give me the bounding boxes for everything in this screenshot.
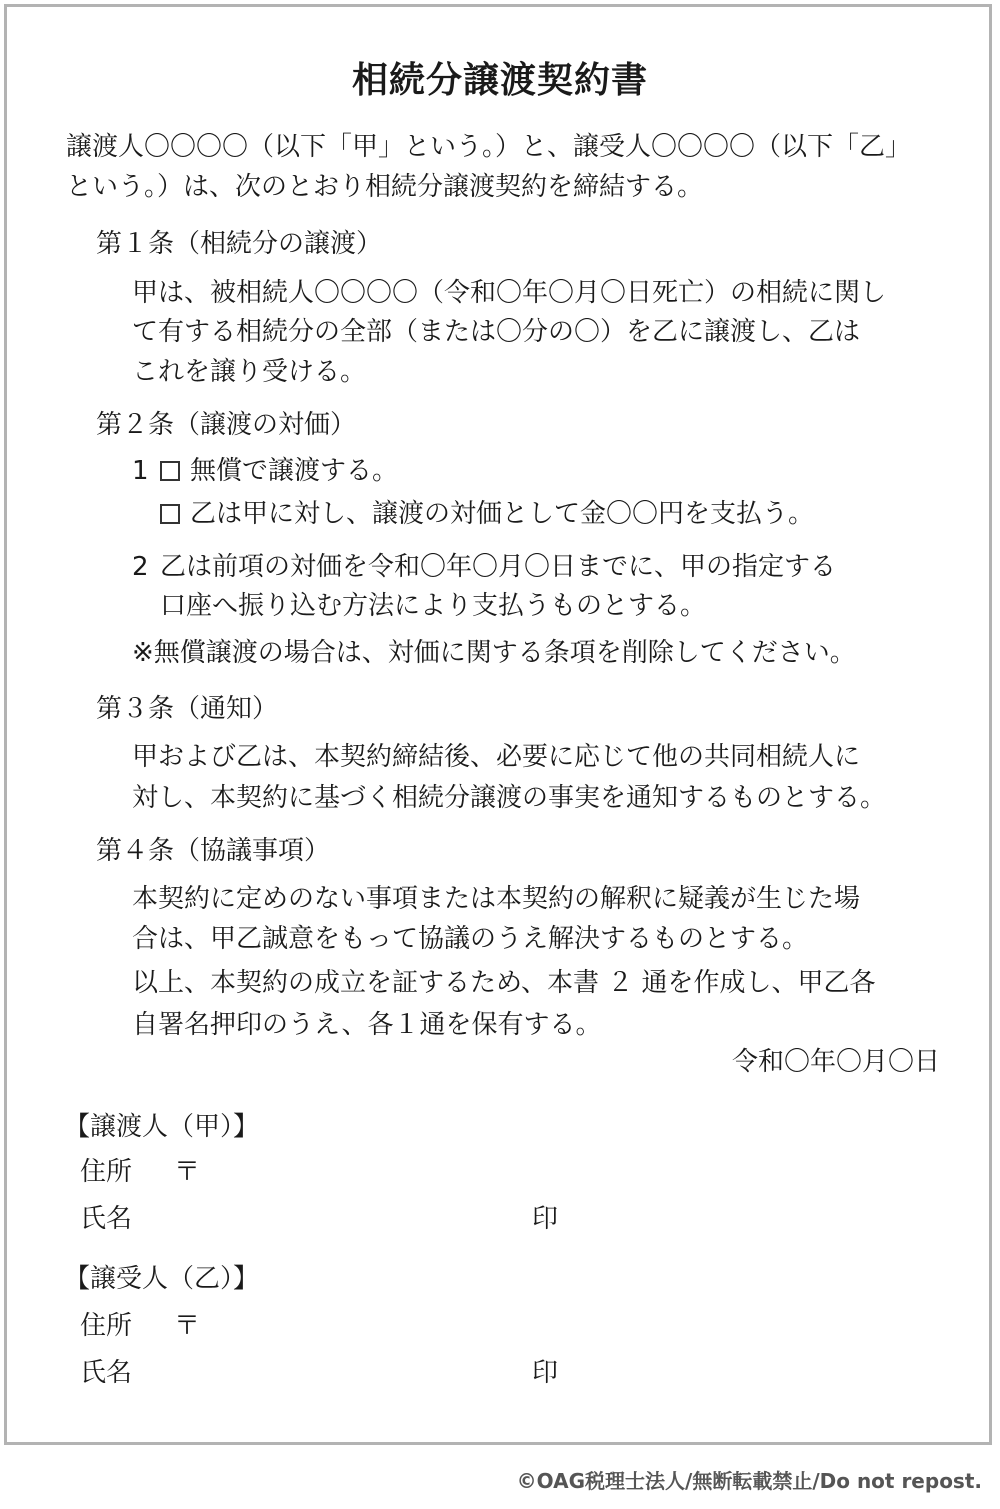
- transferee-name-label: 氏名: [80, 1358, 133, 1388]
- item-number: 1: [132, 456, 149, 486]
- transferor-name-label: 氏名: [80, 1204, 133, 1234]
- transferee-seal: 印: [532, 1358, 559, 1388]
- checkbox-free-transfer[interactable]: [160, 461, 180, 481]
- transferor-address: [80, 1153, 200, 1191]
- closing-line: 自署名押印のうえ、各１通を保有する。: [132, 1010, 602, 1040]
- article-4-line: 合は、甲乙誠意をもって協議のうえ解決するものとする。: [132, 924, 809, 954]
- article-3-line: 甲および乙は、本契約締結後、必要に応じて他の共同相続人に: [132, 742, 861, 772]
- article-2-option-2: [160, 495, 814, 533]
- article-2-item-2-line: 口座へ振り込む方法により支払うものとする。: [160, 591, 707, 621]
- article-2-note: ※無償譲渡の場合は、対価に関する条項を削除してください。: [132, 638, 856, 668]
- article-3-heading: 第３条（通知）: [96, 694, 279, 724]
- postal-mark: 〒: [174, 1157, 201, 1187]
- transferee-heading: 【譲受人（乙）】: [64, 1264, 260, 1294]
- article-2-item-1: [132, 452, 398, 490]
- item-number: 2: [132, 552, 149, 582]
- article-2-item-2: [132, 548, 836, 586]
- option-free-transfer: 無償で譲渡する。: [190, 456, 399, 486]
- article-1-line: て有する相続分の全部（または〇分の〇）を乙に譲渡し、乙は: [132, 317, 861, 347]
- checkbox-paid-transfer[interactable]: [160, 504, 180, 524]
- transferee-address: [80, 1307, 200, 1345]
- article-1-heading: 第１条（相続分の譲渡）: [96, 229, 383, 259]
- preamble-line: 譲渡人〇〇〇〇（以下「甲」という。）と、譲受人〇〇〇〇（以下「乙」: [66, 132, 912, 162]
- article-2-heading: 第２条（譲渡の対価）: [96, 410, 357, 440]
- copyright-notice: ©OAG税理士法人/無断転載禁止/Do not repost.: [516, 1469, 982, 1493]
- contract-date: 令和〇年〇月〇日: [731, 1047, 940, 1077]
- article-4-line: 本契約に定めのない事項または本契約の解釈に疑義が生じた場: [132, 884, 861, 914]
- preamble-line: という。）は、次のとおり相続分譲渡契約を締結する。: [66, 172, 704, 202]
- article-3-line: 対し、本契約に基づく相続分譲渡の事実を通知するものとする。: [132, 783, 887, 813]
- postal-mark: 〒: [174, 1311, 201, 1341]
- document-title: 相続分譲渡契約書: [351, 60, 648, 101]
- option-paid-transfer: 乙は甲に対し、譲渡の対価として金〇〇円を支払う。: [190, 499, 815, 529]
- item-2-line: 乙は前項の対価を令和〇年〇月〇日までに、甲の指定する: [160, 552, 837, 582]
- article-4-heading: 第４条（協議事項）: [96, 836, 331, 866]
- closing-line: 以上、本契約の成立を証するため、本書 ２ 通を作成し、甲乙各: [132, 968, 876, 998]
- transferor-seal: 印: [532, 1204, 559, 1234]
- address-label: 住所: [80, 1311, 133, 1341]
- address-label: 住所: [80, 1157, 133, 1187]
- article-1-line: 甲は、被相続人〇〇〇〇（令和〇年〇月〇日死亡）の相続に関し: [132, 278, 887, 308]
- article-1-line: これを譲り受ける。: [132, 357, 367, 387]
- transferor-heading: 【譲渡人（甲）】: [64, 1112, 260, 1142]
